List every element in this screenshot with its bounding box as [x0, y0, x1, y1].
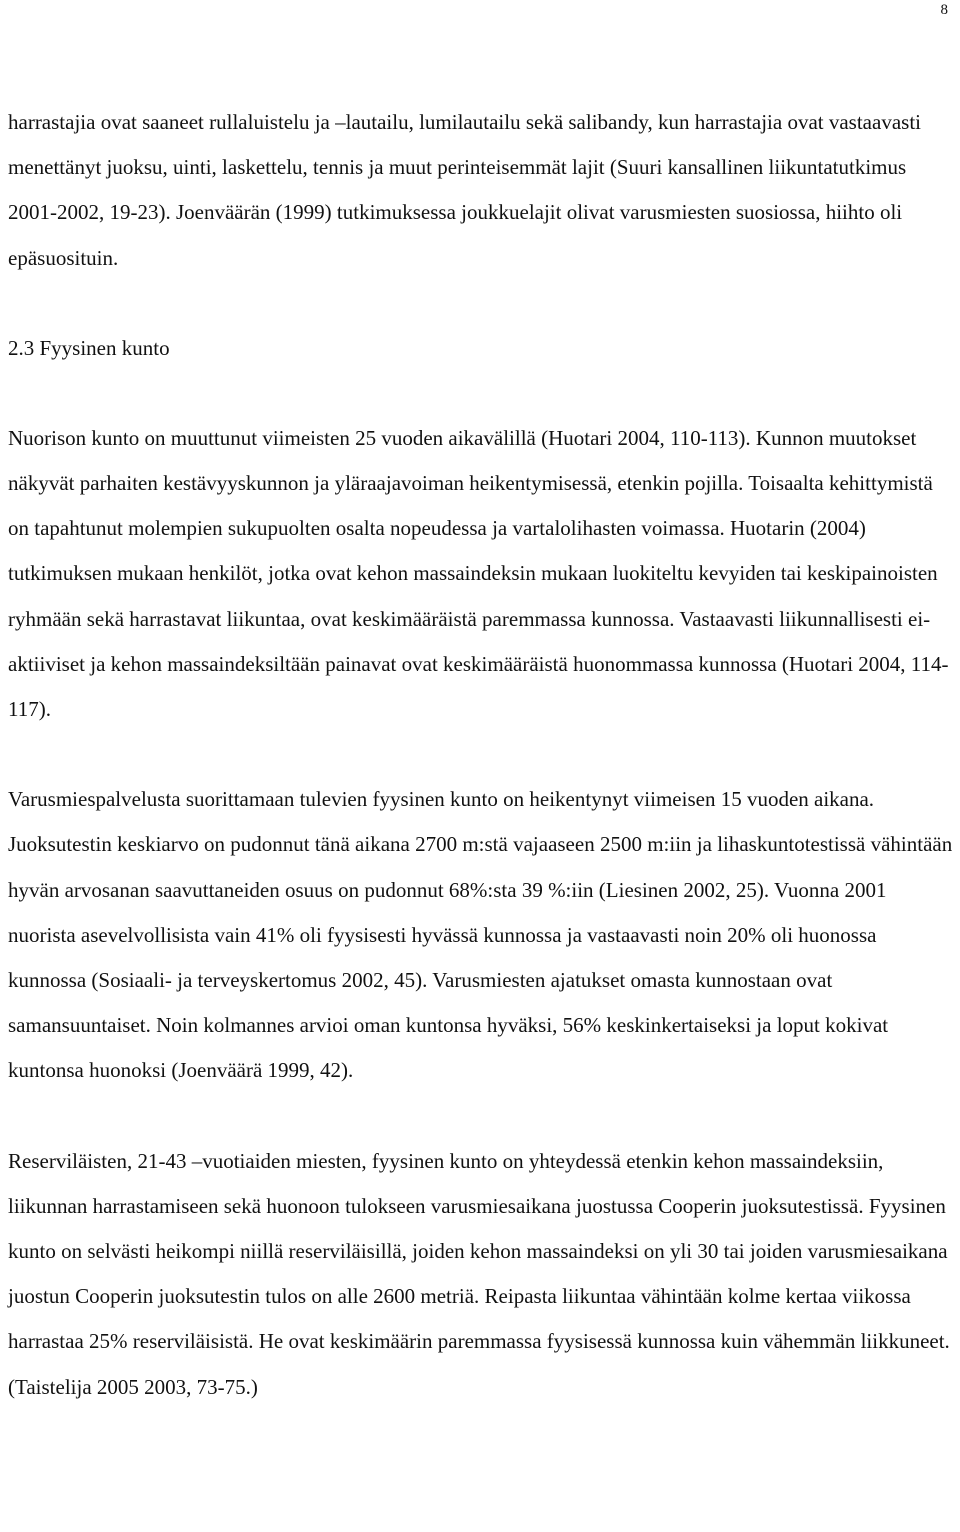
document-body	[8, 100, 954, 1410]
paragraph-reservist-fitness: Reserviläisten, 21-43 –vuotiaiden miesten, fyysinen kunto on yhteydessä etenkin kehon massaindeksiin, liikunnan harrastamiseen sekä huonoon tulokseen varusmiesaikana juostussa Cooperin juoksutestissä. Fyysinen kunto on selvästi heikompi niillä reserviläisillä, joiden kehon massaindeksi on yli 30 tai joiden varusmiesaikana juostun Cooperin juoksutestin tulos on alle 2600 metriä. Reipasta liikuntaa vähintään kolme kertaa viikossa harrastaa 25% reserviläisistä. He ovat keskimäärin paremmassa fyysisessä kunnossa kuin vähemmän liikkuneet. (Taistelija 2005 2003, 73-75.)	[8, 1148, 950, 1399]
paragraph-conscript-fitness: Varusmiespalvelusta suorittamaan tulevien fyysinen kunto on heikentynyt viimeisen 15 vuoden aikana. Juoksutestin keskiarvo on pudonnut tänä aikana 2700 m:stä vajaaseen 2500 m:iin ja lihaskuntotestissä vähintään hyvän arvosanan saavuttaneiden osuus on pudonnut 68%:sta 39 %:iin (Liesinen 2002, 25). Vuonna 2001 nuorista asevelvollisista vain 41% oli fyysisesti hyvässä kunnossa ja vastaavasti noin 20% oli huonossa kunnossa (Sosiaali- ja terveyskertomus 2002, 45). Varusmiesten ajatukset omasta kunnostaan ovat samansuuntaiset. Noin kolmannes arvioi oman kuntonsa hyväksi, 56% keskinkertaiseksi ja loput kokivat kuntonsa huonoksi (Joenväärä 1999, 42).	[8, 787, 953, 1083]
page-number: 8	[940, 2, 948, 18]
paragraph-sports-trends: harrastajia ovat saaneet rullaluistelu ja –lautailu, lumilautailu sekä salibandy, kun harrastajia ovat vastaavasti menettänyt juoksu, uinti, laskettelu, tennis ja muut perinteisemmät lajit (Suuri kansallinen liikuntatutkimus 2001-2002, 19-23). Joenväärän (1999) tutkimuksessa joukkuelajit olivat varusmiesten suosiossa, hiihto oli epäsuosituin.	[8, 110, 921, 270]
paragraph-youth-fitness: Nuorison kunto on muuttunut viimeisten 25 vuoden aikavälillä (Huotari 2004, 110-113). Kunnon muutokset näkyvät parhaiten kestävyyskunnon ja yläraajavoiman heikentymisessä, etenkin pojilla. Toisaalta kehittymistä on tapahtunut molempien sukupuolten osalta nopeudessa ja vartalolihasten voimassa. Huotarin (2004) tutkimuksen mukaan henkilöt, jotka ovat kehon massaindeksin mukaan luokiteltu kevyiden tai keskipainoisten ryhmään sekä harrastavat liikuntaa, ovat keskimääräistä paremmassa kunnossa. Vastaavasti liikunnallisesti ei-aktiiviset ja kehon massaindeksiltään painavat ovat keskimääräistä huonommassa kunnossa (Huotari 2004, 114-117).	[8, 425, 949, 722]
section-heading: 2.3 Fyysinen kunto	[8, 335, 170, 360]
